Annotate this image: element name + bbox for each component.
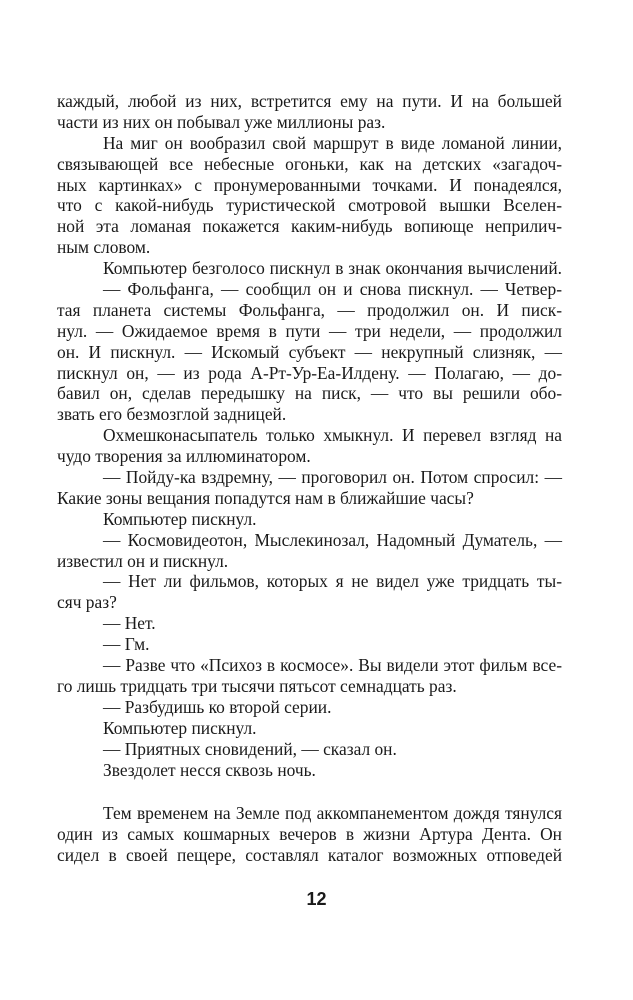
text-line: го лишь тридцать три тысячи пятьсот семнадцать раз.	[57, 675, 457, 696]
text-line: что с какой-нибудь туристической смотровой вышки Вселен-	[57, 195, 562, 216]
text-line: связывающей все небесные огоньки, как на детских «загадоч-	[57, 153, 562, 174]
text-line: — Разве что «Психоз в космосе». Вы видели этот фильм все-	[103, 655, 562, 676]
text-line: известил он и пискнул.	[57, 550, 229, 571]
text-line: пискнул он, — из рода А-Рт-Ур-Еа-Илдену. — Полагаю, — до-	[57, 362, 562, 383]
text-line: Какие зоны вещания попадутся нам в ближайшие часы?	[57, 487, 474, 508]
text-line: звать его безмозглой задницей.	[57, 404, 287, 425]
text-line: — Фольфанга, — сообщил он и снова пискнул. — Четвер-	[103, 279, 562, 300]
text-line: нул. — Ожидаемое время в пути — три недели, — продолжил	[57, 320, 562, 341]
text-line: Тем временем на Земле под аккомпанементом дождя тянулся	[103, 803, 562, 824]
text-line: чудо творения за иллюминатором.	[57, 446, 311, 467]
section-break	[57, 780, 562, 803]
text-line: он. И пискнул. — Искомый субъект — некрупный слизняк, —	[57, 341, 562, 362]
text-line: ным словом.	[57, 237, 151, 258]
text-line: Компьютер пискнул.	[103, 717, 257, 738]
text-line: сяч раз?	[57, 592, 117, 613]
text-line: ных картинках» с пронумерованными точками. И понадеялся,	[57, 174, 562, 195]
text-line: Компьютер безголосо пискнул в знак окончания вычислений.	[103, 258, 562, 279]
text-line: Охмешконасыпатель только хмыкнул. И перевел взгляд на	[103, 425, 562, 446]
text-line: каждый, любой из них, встретится ему на пути. И на большей	[57, 91, 562, 111]
text-line: сидел в своей пещере, составлял каталог возможных отповедей	[57, 845, 562, 866]
text-line: Звездолет несся сквозь ночь.	[103, 759, 316, 780]
text-line: — Приятных сновидений, — сказал он.	[103, 738, 397, 759]
text-line: ной эта ломаная покажется каким-нибудь вопиюще неприлич-	[57, 216, 562, 237]
text-line: — Гм.	[103, 634, 150, 655]
text-line: — Космовидеотон, Мыслекинозал, Надомный Думатель, —	[103, 529, 562, 550]
text-line: — Разбудишь ко второй серии.	[103, 696, 332, 717]
text-line: На миг он вообразил свой маршрут в виде ломаной линии,	[103, 132, 562, 153]
body-text	[57, 91, 562, 866]
text-line: Компьютер пискнул.	[103, 508, 257, 529]
text-line: части из них он побывал уже миллионы раз.	[57, 111, 386, 132]
text-line: тая планета системы Фольфанга, — продолжил он. И писк-	[57, 299, 562, 320]
text-line: — Нет.	[103, 613, 156, 634]
page-number: 12	[306, 889, 327, 909]
text-line: один из самых кошмарных вечеров в жизни Артура Дента. Он	[57, 824, 562, 845]
text-line: — Нет ли фильмов, которых я не видел уже тридцать ты-	[103, 571, 562, 592]
text-line: бавил он, сделав передышку на писк, — что вы решили обо-	[57, 383, 562, 404]
text-line: — Пойду-ка вздремну, — проговорил он. Потом спросил: —	[103, 467, 562, 488]
